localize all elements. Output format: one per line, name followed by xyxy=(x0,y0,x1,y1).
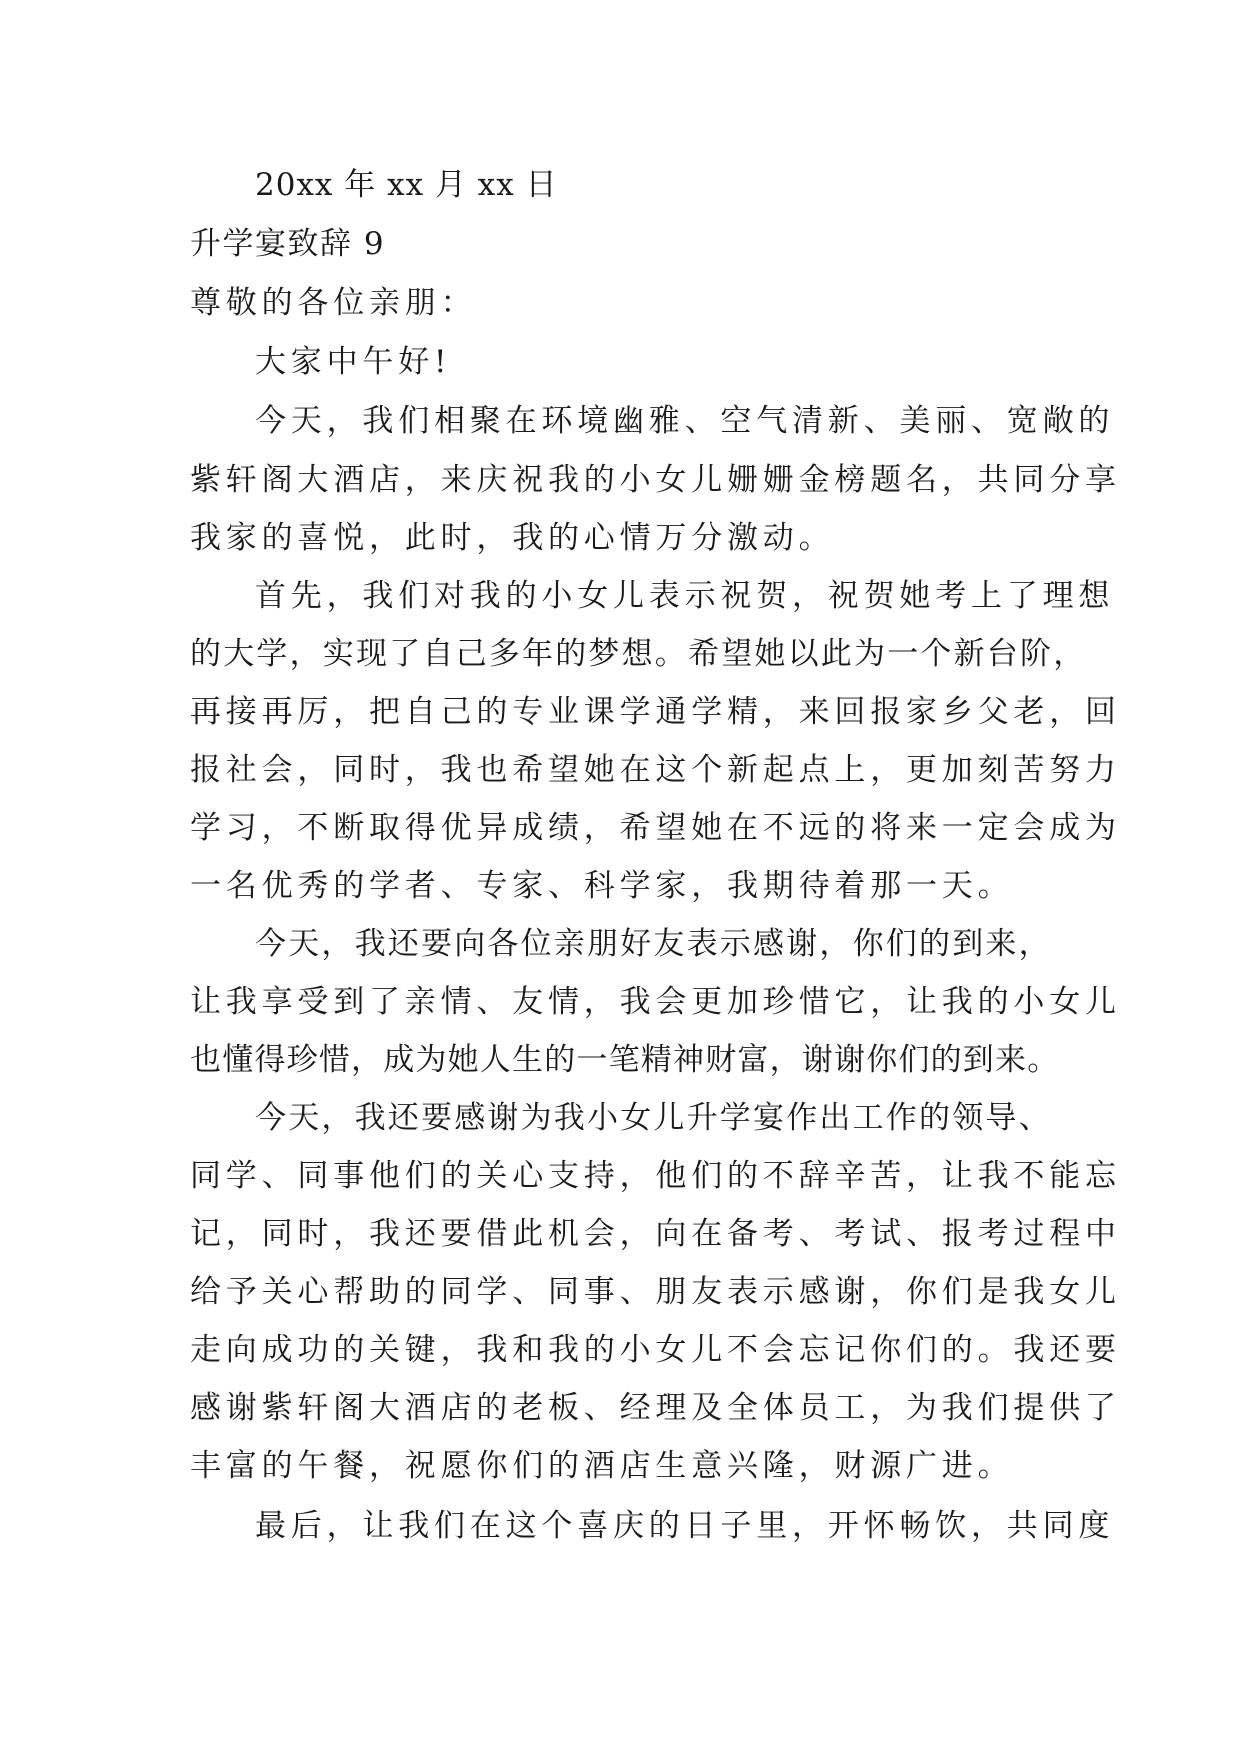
text-line: 大家中午好! xyxy=(255,344,452,380)
text-line: 记，同时，我还要借此机会，向在备考、考试、报考过程中 xyxy=(190,1216,1121,1252)
text-line: 我家的喜悦，此时，我的心情万分激动。 xyxy=(190,520,835,556)
text-line: 感谢紫轩阁大酒店的老板、经理及全体员工，为我们提供了 xyxy=(190,1390,1121,1426)
text-line: 丰富的午餐，祝愿你们的酒店生意兴隆，财源广进。 xyxy=(190,1448,1014,1484)
text-line: 报社会，同时，我也希望她在这个新起点上，更加刻苦努力 xyxy=(190,752,1121,788)
text-line: 今天，我还要感谢为我小女儿升学宴作出工作的领导、 xyxy=(255,1100,1052,1136)
text-line: 学习，不断取得优异成绩，希望她在不远的将来一定会成为 xyxy=(190,810,1121,846)
text-line: 最后，让我们在这个喜庆的日子里，开怀畅饮，共同度 xyxy=(255,1508,1115,1544)
salutation: 尊敬的各位亲朋： xyxy=(190,285,477,321)
text-line: 一名优秀的学者、专家、科学家，我期待着那一天。 xyxy=(190,868,1014,904)
text-line: 今天，我还要向各位亲朋好友表示感谢，你们的到来， xyxy=(255,926,1052,962)
text-line: 今天，我们相聚在环境幽雅、空气清新、美丽、宽敞的 xyxy=(255,403,1115,439)
text-line: 也懂得珍惜，成为她人生的一笔精神财富，谢谢你们的到来。 xyxy=(190,1042,1060,1078)
document-heading: 升学宴致辞 9 xyxy=(190,226,386,262)
text-line: 紫轩阁大酒店，来庆祝我的小女儿姗姗金榜题名，共同分享 xyxy=(190,462,1121,498)
text-line: 的大学，实现了自己多年的梦想。希望她以此为一个新台阶， xyxy=(190,636,1087,672)
text-line: 走向成功的关键，我和我的小女儿不会忘记你们的。我还要 xyxy=(190,1332,1121,1368)
text-line: 再接再厉，把自己的专业课学通学精，来回报家乡父老，回 xyxy=(190,694,1121,730)
text-line: 让我享受到了亲情、友情，我会更加珍惜它，让我的小女儿 xyxy=(190,984,1121,1020)
text-line: 同学、同事他们的关心支持，他们的不辞辛苦，让我不能忘 xyxy=(190,1158,1121,1194)
text-line: 首先，我们对我的小女儿表示祝贺，祝贺她考上了理想 xyxy=(255,578,1115,614)
text-line: 给予关心帮助的同学、同事、朋友表示感谢，你们是我女儿 xyxy=(190,1274,1121,1310)
date-line: 20xx 年 xx 月 xx 日 xyxy=(255,167,558,203)
